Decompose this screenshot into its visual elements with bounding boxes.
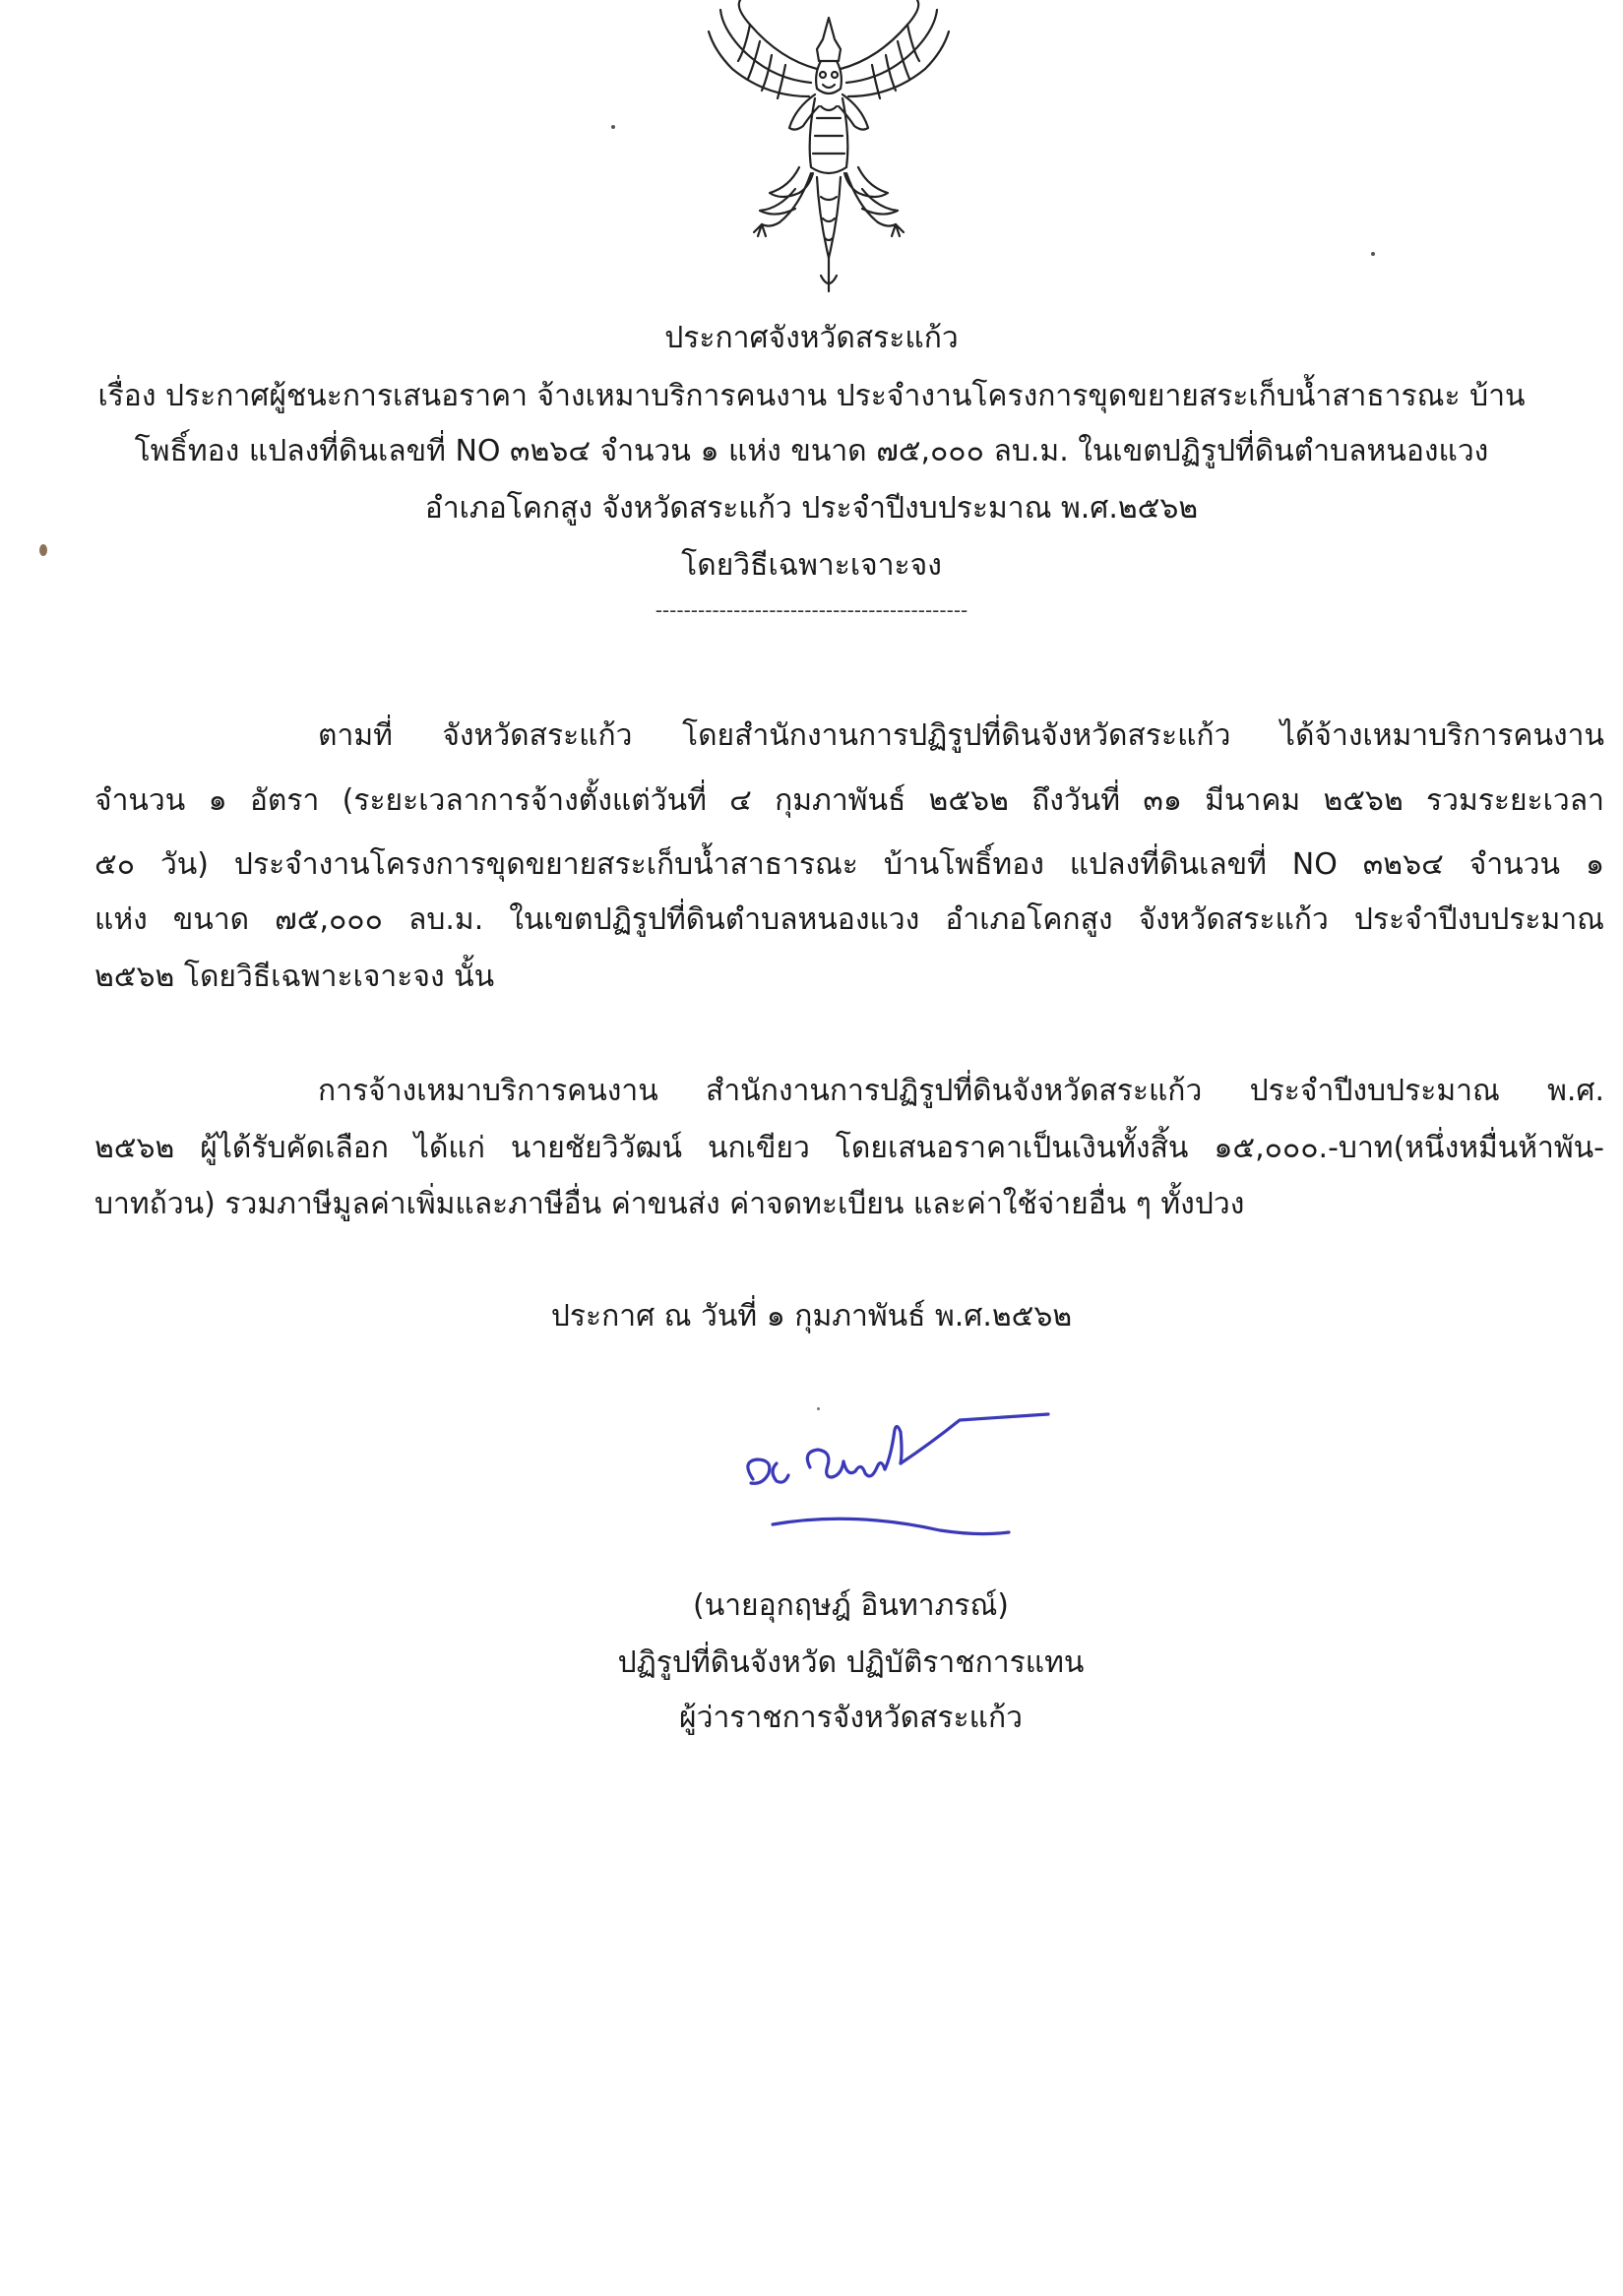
signatory-position-2: ผู้ว่าราชการจังหวัดสระแก้ว	[679, 1701, 1023, 1735]
signatory-position-1: ปฏิรูปที่ดินจังหวัด ปฏิบัติราชการแทน	[617, 1645, 1085, 1680]
announcement-title: ประกาศจังหวัดสระแก้ว	[664, 321, 959, 355]
divider: --------------------------------------------	[655, 598, 968, 622]
signatory-name: (นายอุกฤษฎ์ อินทาภรณ์)	[692, 1588, 1009, 1623]
scan-speck	[817, 1407, 820, 1410]
paragraph-1-line-4: แห่ง ขนาด ๗๕,๐๐๐ ลบ.ม. ในเขตปฏิรูปที่ดินตำบลหนองแวง อำเภอโคกสูง จังหวัดสระแก้ว ประจำปีงบประมาณ	[94, 902, 1604, 937]
subject-line-3: อำเภอโคกสูง จังหวัดสระแก้ว ประจำปีงบประมาณ พ.ศ.๒๕๖๒	[424, 491, 1199, 526]
scan-speck	[611, 125, 615, 129]
announced-date: ประกาศ ณ วันที่ ๑ กุมภาพันธ์ พ.ศ.๒๕๖๒	[550, 1299, 1073, 1334]
paragraph-1-line-3: ๕๐ วัน) ประจำงานโครงการขุดขยายสระเก็บน้ำสาธารณะ บ้านโพธิ์ทอง แปลงที่ดินเลขที่ NO ๓๒๖๔ จำนวน ๑	[94, 847, 1604, 882]
paragraph-2-line-2: ๒๕๖๒ ผู้ได้รับคัดเลือก ได้แก่ นายชัยวิวัฒน์ นกเขียว โดยเสนอราคาเป็นเงินทั้งสิ้น ๑๕,๐๐๐.-บาท(หนึ่งหมื่นห้าพัน-	[94, 1131, 1604, 1165]
procurement-method: โดยวิธีเฉพาะเจาะจง	[681, 548, 942, 583]
paragraph-2-line-3: บาทถ้วน) รวมภาษีมูลค่าเพิ่มและภาษีอื่น ค่าขนส่ง ค่าจดทะเบียน และค่าใช้จ่ายอื่น ๆ ทั้งปวง	[94, 1187, 1245, 1221]
garuda-emblem-icon	[701, 0, 957, 300]
scan-speck	[1371, 252, 1375, 256]
paragraph-1-line-5: ๒๕๖๒ โดยวิธีเฉพาะเจาะจง นั้น	[94, 960, 495, 994]
paragraph-1-line-1: ตามที่ จังหวัดสระแก้ว โดยสำนักงานการปฏิรูปที่ดินจังหวัดสระแก้ว ได้จ้างเหมาบริการคนงาน	[318, 718, 1604, 753]
handwritten-signature	[733, 1402, 1058, 1550]
paragraph-1-line-2: จำนวน ๑ อัตรา (ระยะเวลาการจ้างตั้งแต่วันที่ ๔ กุมภาพันธ์ ๒๕๖๒ ถึงวันที่ ๓๑ มีนาคม ๒๕๖๒ รวมระยะเวลา	[94, 783, 1604, 818]
paragraph-2-line-1: การจ้างเหมาบริการคนงาน สำนักงานการปฏิรูปที่ดินจังหวัดสระแก้ว ประจำปีงบประมาณ พ.ศ.	[318, 1074, 1604, 1108]
scan-speck	[39, 544, 47, 556]
subject-line-2: โพธิ์ทอง แปลงที่ดินเลขที่ NO ๓๒๖๔ จำนวน ๑ แห่ง ขนาด ๗๕,๐๐๐ ลบ.ม. ในเขตปฏิรูปที่ดินตำบลหนองแวง	[134, 434, 1489, 468]
subject-line-1: เรื่อง ประกาศผู้ชนะการเสนอราคา จ้างเหมาบริการคนงาน ประจำงานโครงการขุดขยายสระเก็บน้ำสาธารณะ บ้าน	[97, 379, 1526, 413]
